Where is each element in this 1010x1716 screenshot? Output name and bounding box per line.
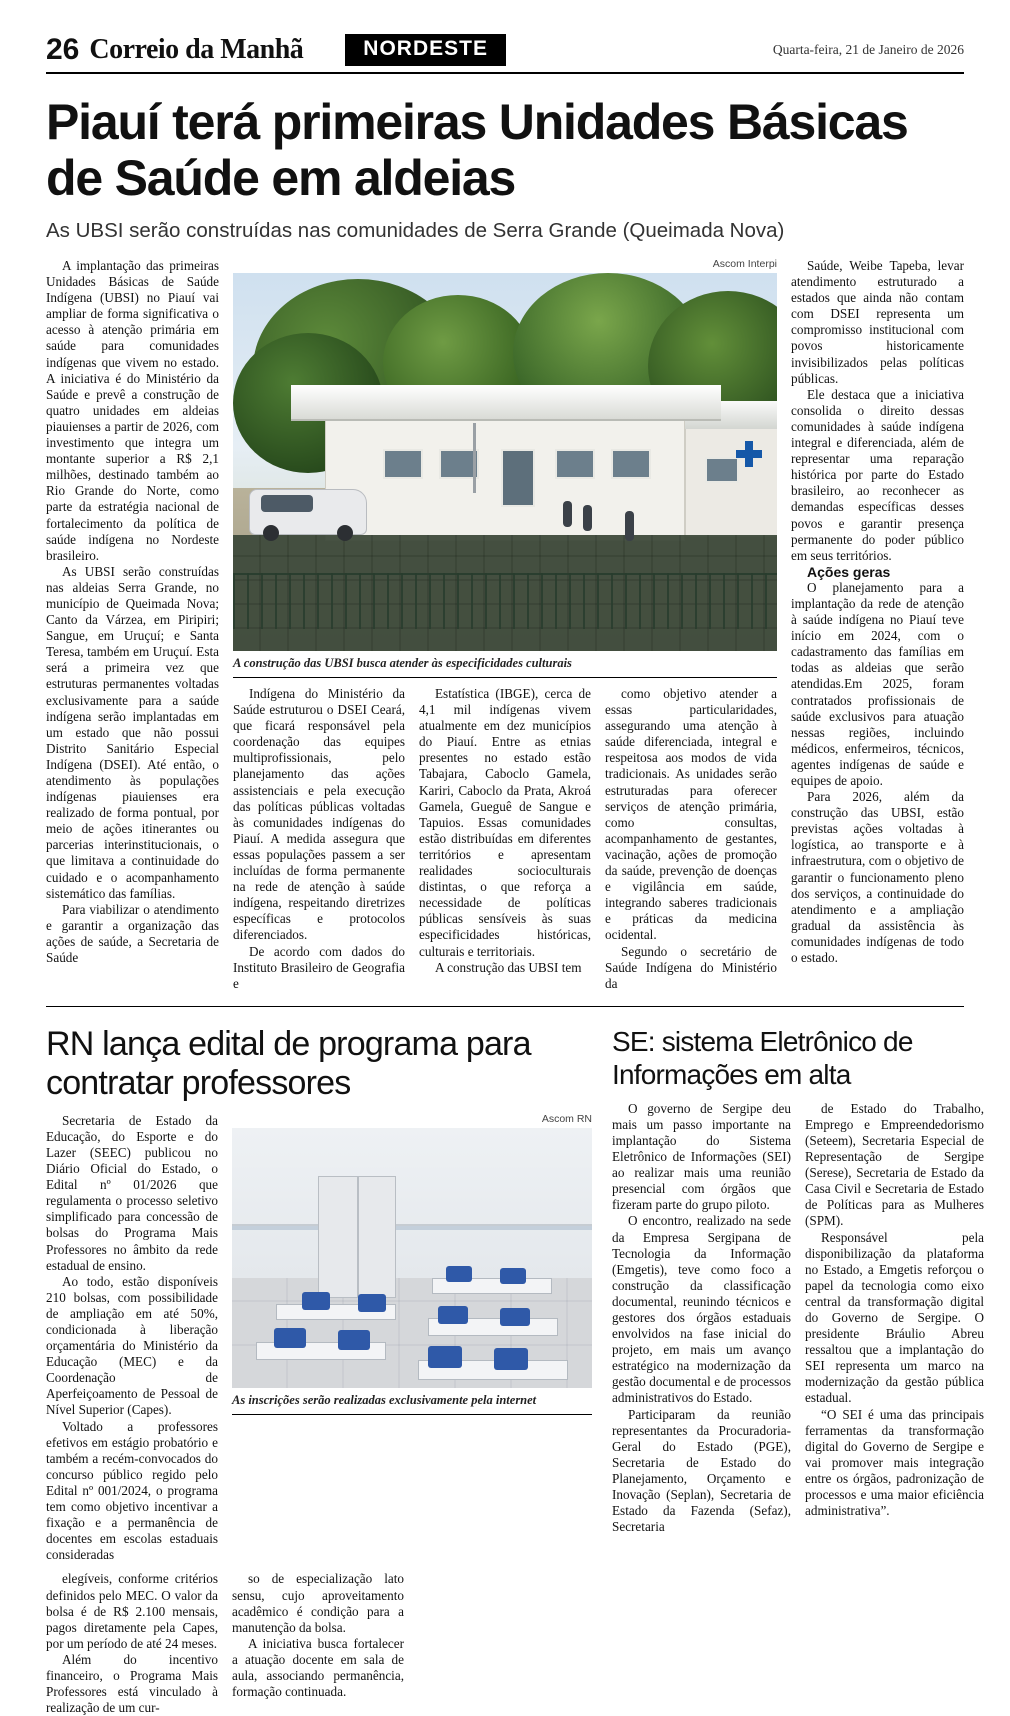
- window: [705, 457, 739, 483]
- building-roof: [291, 385, 721, 421]
- paragraph: de Estado do Trabalho, Emprego e Empreendedorismo (Seteem), Secretaria Especial de Representação de Sergipe (Serese), Secretaria de Estado da Casa Civil e Secretaria de Estado de Políticas para as Mulheres (SPM).: [805, 1100, 984, 1229]
- page-number: 26: [46, 33, 80, 66]
- paragraph: “O SEI é uma das principais ferramentas da transformação digital do Governo de Sergipe e vai promover mais integração entre os órgãos, padronização de processos e uma maior eficiência administrativa”.: [805, 1406, 984, 1519]
- chair: [302, 1292, 330, 1310]
- paragraph: O governo de Sergipe deu mais um passo importante na implantação do Sistema Eletrônico de Informações (SEI) ao realizar mais uma reunião presencial com órgãos que fizeram parte do grupo piloto.: [612, 1100, 791, 1213]
- vehicle-wheel: [263, 525, 279, 541]
- vehicle-wheel: [337, 525, 353, 541]
- chair: [428, 1346, 462, 1368]
- paragraph: Responsável pela disponibilização da plataforma no Estado, a Emgetis reforçou o papel da tecnologia como eixo central da transformação digital do Governo de Sergipe. O presidente Bráulio Abreu ressaltou que a implantação do SEI representa um marco na modernização da gestão pública estadual.: [805, 1229, 984, 1406]
- paragraph: Para 2026, além da construção das UBSI, estão previstas ações voltadas à logística, ao transporte e à infraestrutura, com o objetivo de garantir o funcionamento pleno dos serviços, a continuidade do atendimento e a ampliação gradual da assistência às comunidades indígenas de todo o estado.: [791, 789, 964, 966]
- health-cross-icon: [736, 450, 762, 458]
- main-col-1: [46, 258, 219, 992]
- vehicle-window: [261, 495, 313, 512]
- section-divider: [46, 1006, 964, 1007]
- main-photo-block: [233, 258, 777, 992]
- issue-date: Quarta-feira, 21 de Janeiro de 2026: [772, 42, 964, 57]
- paragraph: como objetivo atender a essas particularidades, assegurando uma atenção à saúde diferenciada, integral e respeitosa aos modos de vida tradicionais. As unidades serão estruturadas para oferecer serviços de atenção primária, como consultas, acompanhamento de gestantes, vacinação, ações de promoção da saúde, prevenção de doenças e vigilância em saúde, integrando saberes tradicionais e práticas da medicina ocidental.: [605, 686, 777, 943]
- main-col-3: [419, 686, 591, 992]
- main-article-continuation: [233, 686, 777, 992]
- window: [611, 449, 651, 479]
- chair: [446, 1266, 472, 1282]
- person: [563, 501, 572, 527]
- chair: [338, 1330, 370, 1350]
- rn-col-1: [46, 1113, 218, 1564]
- paragraph: Ele destaca que a iniciativa consolida o direito dessas comunidades à saúde indígena integral e diferenciada, além de representar uma reparação histórica por parte do Estado brasileiro, ao reconhecer as demandas específicas desses povos e garantir presença permanente do poder público em seus territórios.: [791, 386, 964, 563]
- chair: [274, 1328, 306, 1348]
- se-headline: SE: sistema Eletrônico de Informações em alta: [612, 1025, 913, 1090]
- fence: [233, 573, 777, 629]
- main-headline: Piauí terá primeiras Unidades Básicas de Saúde em aldeias: [46, 94, 908, 206]
- person: [583, 505, 592, 531]
- chair: [438, 1306, 468, 1324]
- paragraph: A construção das UBSI tem: [435, 959, 582, 975]
- photo-credit: Ascom RN: [541, 1112, 592, 1125]
- section-subheading: Ações geras: [807, 563, 891, 580]
- paragraph: De acordo com dados do Instituto Brasileiro de Geografia e: [233, 943, 405, 991]
- main-col-5: [791, 258, 964, 992]
- paragraph: A iniciativa busca fortalecer a atuação docente em sala de aula, associando permanência, formação continuada.: [232, 1635, 404, 1700]
- rn-col-3: [232, 1571, 404, 1716]
- paragraph: Participaram da reunião representantes da Procuradoria-Geral do Estado (PGE), Secretaria de Estado do Planejamento, Orçamento e Inovação (Seplan), Secretaria de Estado da Fazenda (Sefaz), Secretaria: [612, 1406, 791, 1535]
- paragraph: Indígena do Ministério da Saúde estruturou o DSEI Ceará, que ficará responsável pela coordenação das equipes multiprofissionais, pelo planejamento das ações assistenciais e pela execução das políticas públicas voltadas às comunidades indígenas do Piauí. A medida assegura que essas populações passem a ser incluídas de forma permanente na rede de atenção à saúde indígena, respeitando diretrizes específicas e protocolos diferenciados.: [233, 686, 405, 943]
- masthead: [46, 34, 964, 74]
- article-rn: [46, 1019, 592, 1716]
- paragraph: O planejamento para a implantação da rede de atenção à saúde indígena no Piauí teve início em 2024, com o cadastramento das famílias em todas as aldeias que serão atendidas.Em 2025, foram contratados profissionais de saúde exclusivos para atuação nessas regiões, incluindo médicos, enfermeiros, técnicos, agentes indígenas de saúde e equipes de apoio.: [791, 579, 964, 788]
- photo-caption: A construção das UBSI busca atender às especificidades culturais: [233, 651, 777, 678]
- rn-headline: RN lança edital de programa para contratar professores: [46, 1024, 531, 1102]
- bottom-section: [46, 1019, 984, 1716]
- paragraph: Voltado a professores efetivos em estágio probatório e também a recém-convocados do concurso público regido pelo Edital nº 001/2024, o programa tem como objetivo incentivar a fixação e a permanência de docentes em escolas estaduais consideradas: [46, 1418, 218, 1563]
- paper-title: Correio da Manhã: [89, 34, 304, 65]
- paragraph: Para viabilizar o atendimento e garantir a organização das ações de saúde, a Secretaria de Saúde: [46, 901, 219, 966]
- paragraph: Ao todo, estão disponíveis 210 bolsas, com possibilidade de ampliação em até 50%, condicionada à liberação orçamentária do Ministério da Educação (MEC) e da Coordenação de Aperfeiçoamento de Pessoal de Nível Superior (Capes).: [46, 1273, 218, 1418]
- se-col-2: [805, 1101, 984, 1536]
- paragraph: Estatística (IBGE), cerca de 4,1 mil indígenas vivem atualmente em dez municípios do Piauí. Entre as etnias presentes no estado estão Tabajara, Caboclo Gamela, Kariri, Caboclo da Prata, Akroá Gamela, Gueguê de Sangue e Tapuios. Essas comunidades estão distribuídas em diferentes territórios e apresentam realidades socioculturais distintas, o que reforça a necessidade de políticas públicas sensíveis às suas especificidades históricas, culturais e territoriais.: [419, 686, 591, 959]
- chair: [494, 1348, 528, 1370]
- rn-continuation: [46, 1571, 592, 1716]
- chair: [500, 1308, 530, 1326]
- main-photo: [233, 273, 777, 651]
- cabinet: [318, 1176, 396, 1298]
- main-subhead: As UBSI serão construídas nas comunidades de Serra Grande (Queimada Nova): [46, 219, 785, 242]
- section-badge: NORDESTE: [345, 34, 506, 66]
- pole: [473, 423, 476, 493]
- paragraph: A implantação das primeiras Unidades Básicas de Saúde Indígena (UBSI) no Piauí vai ampliar de forma significativa o acesso à atenção primária em saúde para comunidades indígenas que vivem no estado. A iniciativa é do Ministério da Saúde e prevê a construção de quatro unidades em aldeias piauienses a partir de 2026, com investimento que integra um montante superior a R$ 2,1 milhões, destinado também ao Rio Grande do Norte, como parte da estratégia nacional de fortalecimento da política de saúde indígena no Nordeste brasileiro.: [46, 258, 219, 563]
- door: [501, 449, 535, 507]
- paragraph: Segundo o secretário de Saúde Indígena do Ministério da: [605, 943, 777, 991]
- paragraph: O encontro, realizado na sede da Empresa Sergipana de Tecnologia da Informação (Emgetis), teve como foco a construção da classificação documental, reunindo técnicos e gestores dos órgãos estaduais envolvidos na fase inicial do projeto, em mais um avanço estratégico na modernização da gestão documental e de processos administrativos do Estado.: [612, 1213, 791, 1406]
- rn-photo: [232, 1128, 592, 1388]
- photo-credit: Ascom Interpi: [712, 258, 777, 270]
- fence-rail: [233, 573, 777, 575]
- se-col-1: [612, 1101, 791, 1536]
- rn-col-spacer: [418, 1571, 590, 1716]
- wall-line: [232, 1224, 592, 1226]
- paragraph: elegíveis, conforme critérios definidos pelo MEC. O valor da bolsa é de R$ 2.100 mensais, pagos diretamente pela Capes, por um período de até 24 meses.: [46, 1571, 218, 1651]
- main-col-2: [233, 686, 405, 992]
- paragraph: Saúde, Weibe Tapeba, levar atendimento estruturado a estados que ainda não contam com DSEI representa um compromisso institucional com povos historicamente invisibilizados pelas políticas públicas.: [791, 258, 964, 386]
- paragraph: As UBSI serão construídas nas aldeias Serra Grande, no município de Queimada Nova; Canto da Várzea, em Piripiri; Sangue, em Uruçuí; e Santa Teresa, também em Uruçuí. Esta será a primeira vez que estruturas permanentes voltadas exclusivamente para a saúde indígena serão implantadas em um estado que não possui Distrito Sanitário Especial Indígena (DSEI). Até então, o atendimento às populações indígenas piauienses era realizado de forma pontual, por meio de ações itinerantes ou parcerias interinstitucionais, o que limitava a continuidade do cuidado e o acompanhamento sistemático das famílias.: [46, 563, 219, 901]
- window: [555, 449, 595, 479]
- main-col-4: [605, 686, 777, 992]
- article-se: [612, 1019, 984, 1716]
- paragraph: Secretaria de Estado da Educação, do Esporte e do Lazer (SEEC) publicou no Diário Oficial do Estado, o Edital nº 01/2026 que regulamenta o processo seletivo simplificado para concessão de bolsas do Programa Mais Professores no âmbito da rede estadual de ensino.: [46, 1112, 218, 1273]
- rn-photo-block: [232, 1113, 592, 1564]
- person: [625, 511, 634, 541]
- paragraph: so de especialização lato sensu, cujo aproveitamento acadêmico é condição para a manutenção da bolsa.: [232, 1571, 404, 1635]
- paragraph: Além do incentivo financeiro, o Programa Mais Professores está vinculado à realização de um cur-: [46, 1651, 218, 1716]
- photo-caption: As inscrições serão realizadas exclusivamente pela internet: [232, 1388, 592, 1415]
- window: [383, 449, 423, 479]
- chair: [358, 1294, 386, 1312]
- main-article-top: [46, 258, 964, 992]
- rn-col-2: [46, 1571, 218, 1716]
- chair: [500, 1268, 526, 1284]
